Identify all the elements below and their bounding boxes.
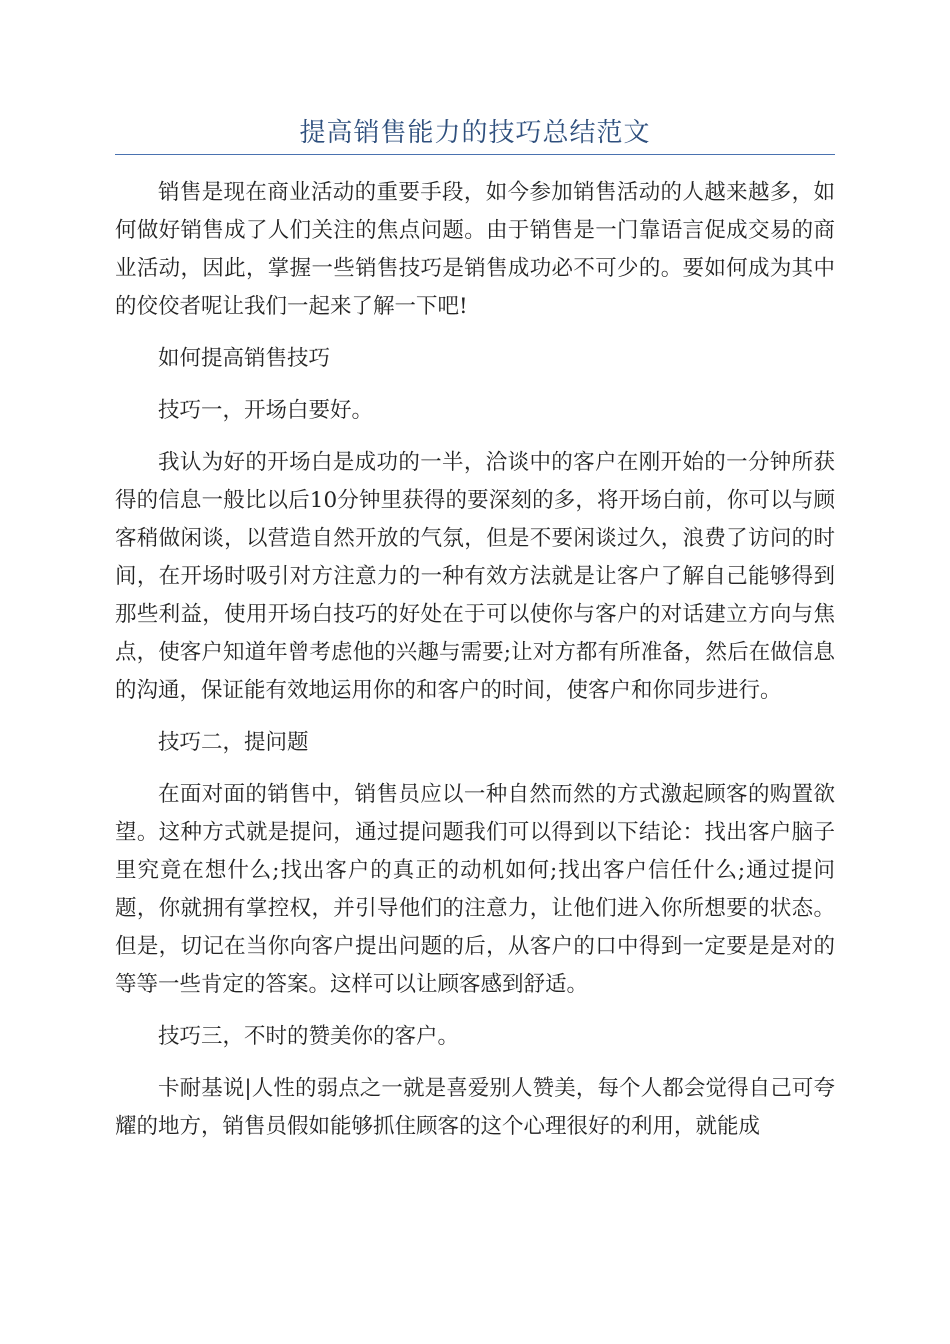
tip-one-paragraph: 我认为好的开场白是成功的一半，洽谈中的客户在刚开始的一分钟所获得的信息一般比以后10分钟里获得的要深刻的多，将开场白前，你可以与顾客稍做闲谈，以营造自然开放的气氛，但是不要闲谈过久，浪费了访问的时间，在开场时吸引对方注意力的一种有效方法就是让客户了解自己能够得到那些利益，使用开场白技巧的好处在于可以使你与客户的对话建立方向与焦点，使客户知道年曾考虑他的兴趣与需要;让对方都有所准备，然后在做信息的沟通，保证能有效地运用你的和客户的时间，使客户和你同步进行。 xyxy=(115,450,835,703)
title-underline xyxy=(115,154,835,155)
tip-two-heading: 技巧二，提问题 xyxy=(158,730,309,755)
tip-two-paragraph: 在面对面的销售中，销售员应以一种自然而然的方式激起顾客的购置欲望。这种方式就是提问，通过提问题我们可以得到以下结论：找出客户脑子里究竟在想什么;找出客户的真正的动机如何;找出客户信任什么;通过提问题，你就拥有掌控权，并引导他们的注意力，让他们进入你所想要的状态。但是，切记在当你向客户提出问题的后，从客户的口中得到一定要是是对的等等一些肯定的答案。这样可以让顾客感到舒适。 xyxy=(115,782,835,997)
tip-one-heading: 技巧一，开场白要好。 xyxy=(158,398,374,423)
paragraph-intro: 销售是现在商业活动的重要手段，如今参加销售活动的人越来越多，如何做好销售成了人们关注的焦点问题。由于销售是一门靠语言促成交易的商业活动，因此，掌握一些销售技巧是销售成功必不可少的。要如何成为其中的佼佼者呢让我们一起来了解一下吧! xyxy=(115,180,835,319)
tip-three-heading: 技巧三，不时的赞美你的客户。 xyxy=(158,1024,460,1049)
section-heading: 如何提高销售技巧 xyxy=(158,346,331,371)
document-body xyxy=(115,174,835,1160)
document-title: 提高销售能力的技巧总结范文 xyxy=(299,118,651,148)
tip-three-paragraph: 卡耐基说|人性的弱点之一就是喜爱别人赞美，每个人都会觉得自己可夸耀的地方，销售员假如能够抓住顾客的这个心理很好的利用，就能成 xyxy=(115,1076,835,1139)
